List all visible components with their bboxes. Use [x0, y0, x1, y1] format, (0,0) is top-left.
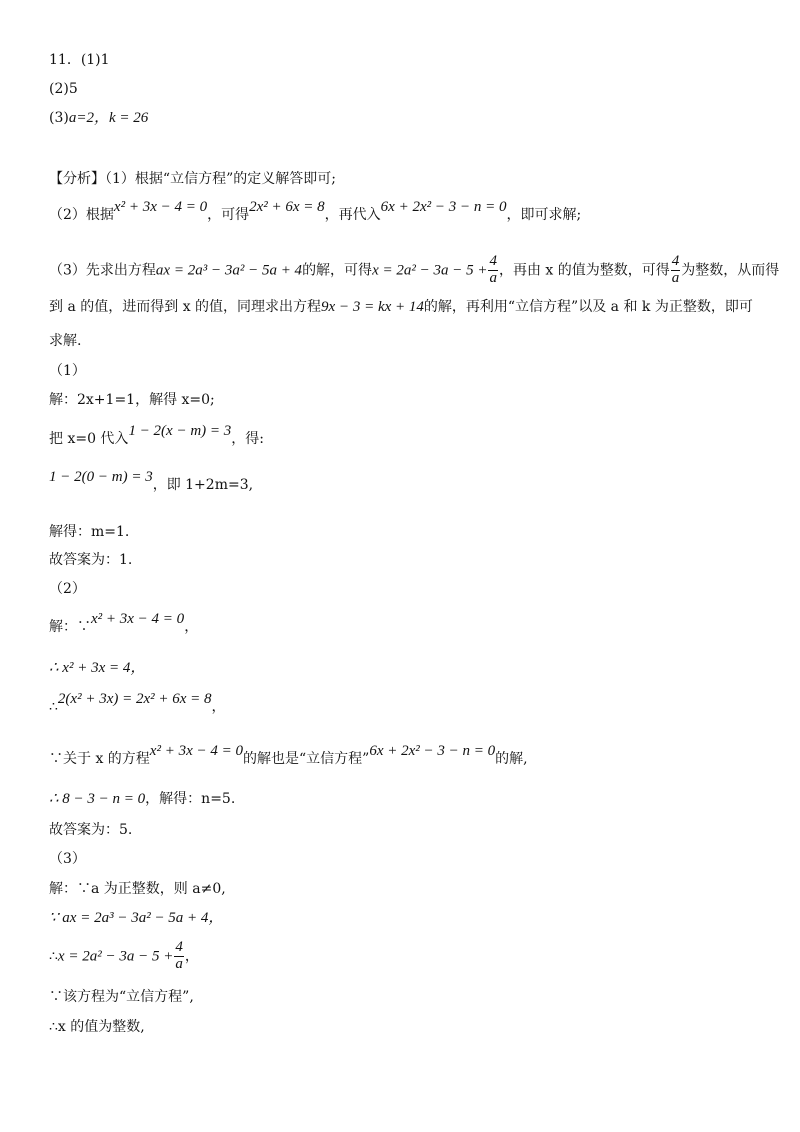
equation: x = 2a² − 3a − 5 + — [372, 262, 488, 279]
answer-3 — [49, 111, 148, 126]
fraction — [174, 940, 184, 973]
denominator: a — [489, 269, 497, 286]
fraction — [671, 254, 681, 287]
sol1-step-3 — [49, 469, 254, 493]
text: ，可得 — [207, 207, 250, 223]
text: ，解得：n=5. — [145, 791, 236, 807]
text: 的解，可得 — [302, 262, 373, 279]
numerator: 4 — [489, 253, 497, 269]
sol1-step-2 — [49, 423, 265, 447]
text: 的解，再利用“立信方程”以及 a 和 k 为正整数，即可 — [423, 299, 753, 315]
text: （3）先求出方程 — [49, 262, 156, 279]
sol2-step-5 — [49, 792, 235, 807]
sol2-step-3 — [49, 691, 226, 715]
equation: 9x − 3 = kx + 14 — [321, 299, 424, 315]
answer-3-math: a=2，k = 26 — [68, 110, 149, 126]
text: ∴ — [49, 948, 58, 965]
text: ，即可求解; — [506, 207, 582, 223]
text: （2）根据 — [49, 207, 114, 223]
analysis-line-3 — [49, 254, 779, 287]
sol3-step-4: ∵该方程为“立信方程”, — [49, 989, 194, 1005]
sol3-step-2: ∵ ax = 2a³ − 3a² − 5a + 4， — [49, 910, 224, 926]
numerator: 4 — [671, 253, 680, 269]
equation: 1 − 2(0 − m) = 3 — [49, 469, 153, 485]
denominator: a — [175, 955, 183, 972]
equation: 2(x² + 3x) = 2x² + 6x = 8 — [57, 691, 212, 707]
sol3-step-1: 解：∵a 为正整数，则 a≠0, — [49, 881, 226, 897]
text: ∵关于 x 的方程 — [49, 751, 150, 767]
text: 的解, — [495, 751, 528, 767]
sol1-step-5: 故答案为：1. — [49, 552, 133, 568]
sol1-step-1: 解：2x+1=1，解得 x=0; — [49, 392, 215, 408]
text: ， — [211, 699, 226, 715]
text: 的解也是“立信方程” — [242, 751, 370, 767]
analysis-line-4 — [49, 300, 753, 315]
answer-3-prefix: (3) — [49, 110, 69, 126]
sol2-step-6: 故答案为：5. — [49, 822, 133, 838]
text: ， — [184, 948, 199, 965]
sol2-step-1 — [49, 611, 199, 635]
text: ，即 1+2m=3, — [152, 477, 254, 493]
text: ， — [184, 619, 199, 635]
sol1-heading: （1） — [49, 363, 86, 379]
text: 为整数，从而得 — [681, 262, 780, 279]
equation: 1 − 2(x − m) = 3 — [128, 423, 232, 439]
sol3-step-5: ∴x 的值为整数, — [49, 1019, 145, 1035]
equation: x = 2a² − 3a − 5 + — [57, 948, 174, 965]
equation: ∴ 8 − 3 − n = 0 — [49, 791, 146, 807]
fraction — [488, 254, 498, 287]
sol1-step-4: 解得：m=1. — [49, 524, 130, 540]
numerator: 4 — [175, 939, 183, 955]
denominator: a — [671, 269, 680, 286]
equation: x² + 3x − 4 = 0 — [149, 743, 243, 759]
text: ∴ — [49, 699, 58, 715]
analysis-line-2 — [49, 199, 582, 223]
sol2-heading: （2） — [49, 581, 86, 597]
text: 解：∵ — [49, 619, 91, 635]
analysis-line-5: 求解. — [49, 333, 82, 349]
equation: 6x + 2x² − 3 − n = 0 — [369, 743, 496, 759]
sol3-heading: （3） — [49, 851, 86, 867]
equation: x² + 3x − 4 = 0 — [91, 611, 185, 627]
equation: 6x + 2x² − 3 − n = 0 — [380, 199, 507, 215]
equation: 2x² + 6x = 8 — [249, 199, 325, 215]
text: ，再由 x 的值为整数，可得 — [498, 262, 670, 279]
equation: x² + 3x − 4 = 0 — [113, 199, 208, 215]
equation: ax = 2a³ − 3a² − 5a + 4 — [155, 262, 303, 279]
answer-1: 11．(1)1 — [49, 52, 110, 68]
analysis-line-1: 【分析】（1）根据“立信方程”的定义解答即可; — [49, 171, 336, 187]
sol2-step-4 — [49, 743, 528, 767]
sol2-step-2: ∴ x² + 3x = 4， — [49, 660, 146, 676]
text: 到 a 的值，进而得到 x 的值，同理求出方程 — [49, 299, 322, 315]
sol3-step-3 — [49, 940, 199, 973]
text: ，再代入 — [324, 207, 381, 223]
answer-2: (2)5 — [49, 81, 78, 97]
text: ，得: — [231, 431, 265, 447]
text: 把 x=0 代入 — [49, 431, 129, 447]
